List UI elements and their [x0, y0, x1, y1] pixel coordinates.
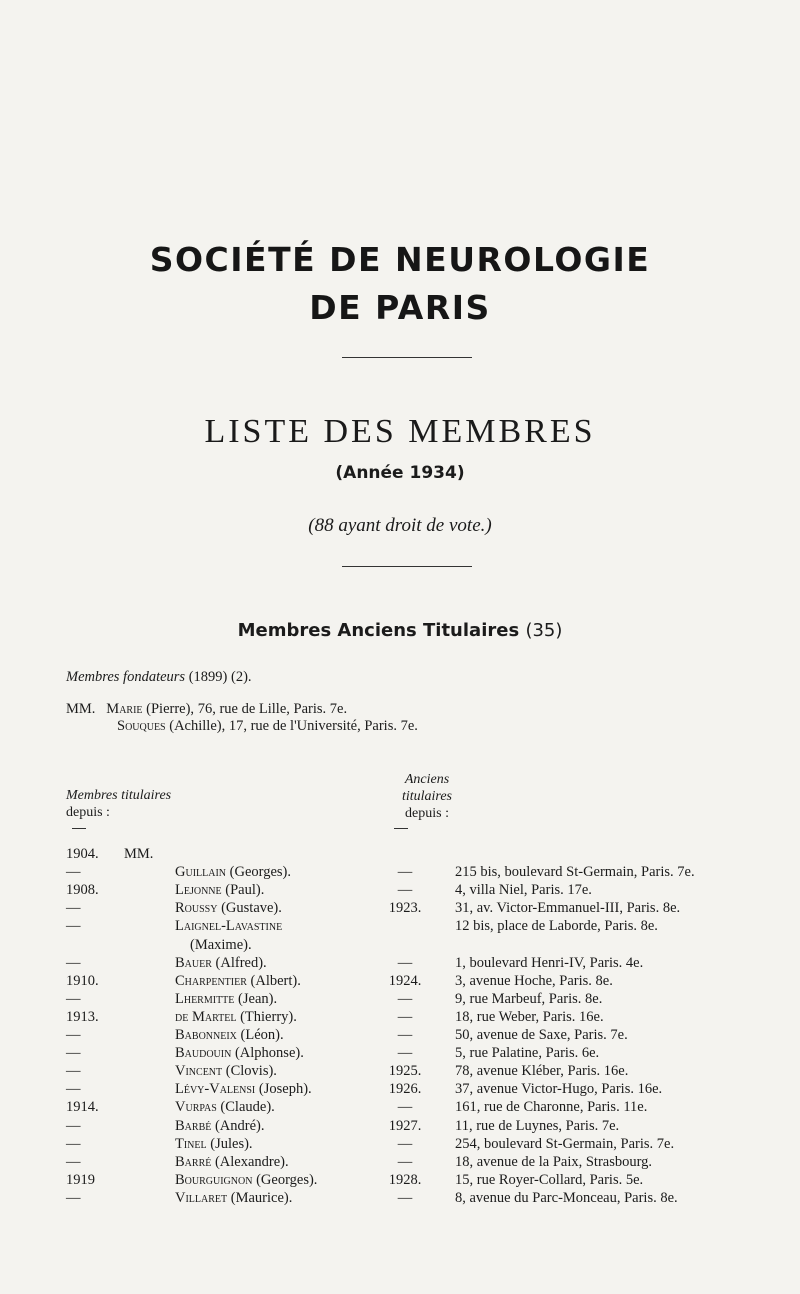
divider-top — [342, 357, 472, 358]
member-surname: Lévy-Valensi — [175, 1081, 256, 1098]
member-surname: Bourguignon — [175, 1171, 253, 1188]
member-address: 15, rue Royer-Collard, Paris. 5e. — [455, 1171, 644, 1188]
member-year: — — [66, 1189, 81, 1206]
founder-firstname: (Pierre), — [146, 701, 195, 717]
member-address: 1, boulevard Henri-IV, Paris. 4e. — [455, 954, 644, 971]
table-row — [0, 1154, 800, 1172]
column-header-anciens-since: depuis : — [405, 806, 449, 821]
table-row — [0, 1190, 800, 1208]
founder-address: 17, rue de l'Université, Paris. 7e. — [228, 718, 418, 734]
member-firstname: (Jean). — [238, 990, 278, 1007]
member-address: 161, rue de Charonne, Paris. 11e. — [455, 1099, 648, 1116]
member-firstname: (Gustave). — [221, 900, 282, 917]
member-firstname: (Claude). — [220, 1099, 275, 1116]
member-firstname: (André). — [214, 1117, 265, 1134]
column-header-titulaires-since: depuis : — [66, 805, 110, 820]
list-title: LISTE DES MEMBRES — [204, 413, 596, 450]
member-surname: Bauer — [175, 954, 212, 971]
member-year: — — [66, 1081, 81, 1098]
table-row — [0, 1081, 800, 1099]
member-ancien-year: 1928. — [388, 1171, 422, 1188]
member-ancien-year: — — [397, 1008, 413, 1025]
member-year: — — [66, 1063, 81, 1080]
table-row — [0, 1136, 800, 1154]
member-ancien-year: — — [397, 1135, 413, 1152]
table-row — [0, 973, 800, 991]
table-row — [0, 882, 800, 900]
member-name — [175, 1063, 277, 1080]
member-firstname: (Maurice). — [230, 1189, 293, 1206]
society-title-line1: SOCIÉTÉ DE NEUROLOGIE — [149, 240, 651, 279]
member-surname: Charpentier — [175, 972, 247, 989]
table-row — [0, 1063, 800, 1081]
member-ancien-year: 1923. — [388, 900, 422, 917]
founders-heading-label: Membres fondateurs — [66, 669, 186, 685]
member-ancien-year: — — [397, 1027, 413, 1043]
member-year: — — [66, 1117, 81, 1134]
founders-prefix: MM. — [66, 701, 96, 717]
member-year: — — [66, 1135, 81, 1152]
table-row — [0, 1172, 800, 1190]
founder-address: 76, rue de Lille, Paris. 7e. — [197, 701, 348, 717]
founder-entry — [117, 718, 418, 735]
member-surname: Baudouin — [175, 1045, 232, 1062]
member-year: 1913. — [66, 1008, 99, 1025]
member-firstname: (Alfred). — [215, 954, 267, 971]
member-name — [175, 1027, 284, 1044]
member-address: 12 bis, place de Laborde, Paris. 8e. — [455, 918, 658, 935]
member-ancien-year: — — [397, 954, 413, 971]
column-dash-left — [72, 828, 86, 829]
member-address: 9, rue Marbeuf, Paris. 8e. — [455, 990, 603, 1007]
column-dash-right — [394, 828, 408, 829]
society-title-line2: DE PARIS — [309, 288, 491, 327]
member-year: 1919 — [66, 1171, 95, 1188]
member-name — [175, 900, 282, 917]
member-name — [175, 1009, 297, 1026]
member-surname: Babonneix — [175, 1027, 237, 1043]
member-surname: de Martel — [175, 1008, 237, 1025]
member-address: 4, villa Niel, Paris. 17e. — [455, 882, 592, 899]
member-surname: Lejonne — [175, 882, 222, 899]
member-firstname: (Thierry). — [240, 1008, 297, 1025]
member-ancien-year: — — [397, 882, 413, 899]
member-name — [175, 955, 267, 972]
member-address: 254, boulevard St-Germain, Paris. 7e. — [455, 1135, 675, 1152]
table-row — [0, 1118, 800, 1136]
year-line: (Année 1934) — [335, 463, 465, 483]
member-ancien-year: 1926. — [388, 1081, 422, 1098]
member-address: 37, avenue Victor-Hugo, Paris. 16e. — [455, 1081, 663, 1098]
member-ancien-year: — — [397, 990, 413, 1007]
member-name — [175, 864, 291, 881]
member-firstname: (Maxime). — [190, 936, 252, 953]
member-ancien-year: 1925. — [388, 1063, 422, 1080]
member-firstname: (Paul). — [225, 882, 265, 899]
table-row — [0, 1027, 800, 1045]
member-name — [175, 1045, 304, 1062]
member-address: 78, avenue Kléber, Paris. 16e. — [455, 1063, 629, 1080]
column-header-anciens — [382, 771, 472, 822]
member-firstname: (Georges). — [229, 864, 291, 881]
member-address: 18, rue Weber, Paris. 16e. — [455, 1008, 604, 1025]
member-address: 50, avenue de Saxe, Paris. 7e. — [455, 1027, 628, 1043]
member-surname: Barré — [175, 1153, 212, 1170]
member-name — [175, 1081, 312, 1098]
member-name — [175, 973, 301, 990]
member-year: — — [66, 1027, 81, 1043]
member-year: — — [66, 1153, 81, 1170]
member-ancien-year: — — [397, 1045, 413, 1062]
member-ancien-year: 1924. — [388, 972, 422, 989]
section-title-text: Membres Anciens Titulaires — [237, 620, 520, 641]
member-ancien-year: — — [397, 1099, 413, 1116]
table-row — [0, 864, 800, 882]
founder-surname: Marie — [106, 701, 143, 717]
member-prefix: MM. — [124, 846, 154, 862]
member-ancien-year: — — [397, 1189, 413, 1206]
member-firstname: (Albert). — [250, 972, 301, 989]
founder-firstname: (Achille), — [169, 718, 226, 734]
founders-heading-year: (1899) (2). — [188, 669, 252, 685]
member-year: 1908. — [66, 882, 99, 899]
member-address: 5, rue Palatine, Paris. 6e. — [455, 1045, 600, 1062]
table-row — [0, 991, 800, 1009]
member-year: — — [66, 900, 81, 917]
section-count: (35) — [525, 620, 563, 641]
column-header-anciens-label1: Anciens — [404, 772, 450, 787]
member-name — [175, 918, 282, 935]
table-row — [0, 846, 800, 864]
table-row — [0, 918, 800, 936]
member-surname: Roussy — [175, 900, 218, 917]
table-row — [0, 937, 800, 955]
member-firstname: (Georges). — [256, 1171, 318, 1188]
column-header-titulaires-label: Membres titulaires — [66, 788, 172, 803]
member-address: 3, avenue Hoche, Paris. 8e. — [455, 972, 613, 989]
member-surname: Laignel-Lavastine — [175, 918, 283, 935]
member-year: 1910. — [66, 972, 99, 989]
member-surname: Vincent — [175, 1063, 223, 1080]
member-surname: Tinel — [175, 1135, 207, 1152]
member-firstname: (Clovis). — [225, 1063, 277, 1080]
member-year: 1914. — [66, 1099, 99, 1116]
founder-entry — [66, 701, 347, 718]
member-address: 31, av. Victor-Emmanuel-III, Paris. 8e. — [455, 900, 681, 917]
member-ancien-year: 1927. — [388, 1117, 422, 1134]
member-name — [175, 1190, 292, 1207]
founders-heading — [66, 669, 252, 686]
table-row — [0, 1045, 800, 1063]
member-surname: Guillain — [175, 864, 227, 881]
member-year: — — [66, 864, 81, 881]
member-name — [190, 937, 252, 954]
table-row — [0, 1009, 800, 1027]
member-surname: Barbé — [175, 1117, 212, 1134]
member-address: 215 bis, boulevard St-Germain, Paris. 7e. — [455, 864, 695, 881]
member-surname: Lhermitte — [175, 990, 235, 1007]
member-name — [175, 1099, 275, 1116]
column-header-titulaires — [66, 787, 171, 821]
member-firstname: (Alphonse). — [234, 1045, 304, 1062]
member-year: — — [66, 918, 81, 935]
table-row — [0, 1099, 800, 1117]
member-firstname: (Léon). — [240, 1027, 284, 1043]
column-header-anciens-label2: titulaires — [401, 789, 453, 804]
table-row — [0, 955, 800, 973]
vote-note: (88 ayant droit de vote.) — [308, 515, 492, 536]
member-ancien-year: — — [397, 864, 413, 881]
member-address: 18, avenue de la Paix, Strasbourg. — [455, 1153, 653, 1170]
founder-surname: Souques — [117, 718, 166, 734]
member-firstname: (Jules). — [210, 1135, 253, 1152]
member-firstname: (Alexandre). — [214, 1153, 289, 1170]
member-name — [175, 991, 277, 1008]
divider-bottom — [342, 566, 472, 567]
member-name — [175, 1118, 265, 1135]
member-name — [175, 1154, 289, 1171]
member-year: — — [66, 990, 81, 1007]
member-ancien-year: — — [397, 1153, 413, 1170]
section-title — [0, 620, 800, 641]
member-address: 11, rue de Luynes, Paris. 7e. — [455, 1117, 620, 1134]
member-year: — — [66, 954, 81, 971]
member-firstname: (Joseph). — [258, 1081, 312, 1098]
member-surname: Vurpas — [175, 1099, 217, 1116]
member-surname: Villaret — [175, 1189, 228, 1206]
member-name — [175, 1172, 317, 1189]
table-row — [0, 900, 800, 918]
member-year: 1904. — [66, 846, 99, 862]
member-year: — — [66, 1045, 81, 1062]
member-name — [175, 882, 264, 899]
member-address: 8, avenue du Parc-Monceau, Paris. 8e. — [455, 1189, 678, 1206]
member-name — [175, 1136, 253, 1153]
